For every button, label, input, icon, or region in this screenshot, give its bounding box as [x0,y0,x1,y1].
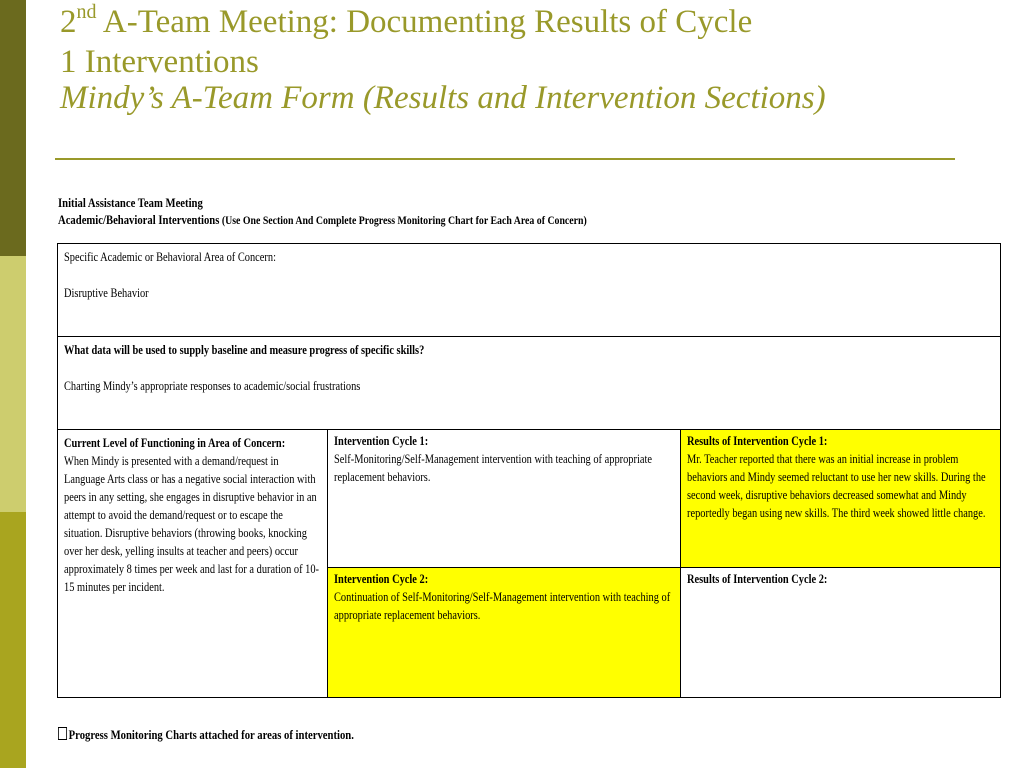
intervention-cycle-2-label: Intervention Cycle 2: [334,571,429,586]
title-text: A-Team Meeting: Documenting Results of Cycle [96,4,753,40]
area-of-concern-value: Disruptive Behavior [64,285,149,300]
sidebar-segment-mid [0,512,26,768]
intervention-cycle-2-value: Continuation of Self-Monitoring/Self-Management intervention with teaching of appropriate replacement behaviors. [334,589,671,622]
results-cycle-1-label: Results of Intervention Cycle 1: [687,433,828,448]
progress-monitoring-text: Progress Monitoring Charts attached for areas of intervention. [68,727,354,742]
title-underline [55,158,955,160]
form-header-1: Initial Assistance Team Meeting [58,195,203,210]
title-line-2: 1 Interventions [60,44,259,80]
baseline-data-label: What data will be used to supply baseline and measure progress of specific skills? [64,342,425,357]
slide-subtitle: Mindy’s A-Team Form (Results and Intervention Sections) [60,80,826,116]
current-functioning-value: When Mindy is presented with a demand/request in Language Arts class or has a negative social interaction with peers in any setting, she engages in disruptive behavior in an attempt to avoid the demand/request or to escape the situation. Disruptive behaviors (throwing books, knocking over her desk, yelling insults at teacher and peers) occur approximately 8 times per week and last for a duration of 10-15 minutes per incident. [64,453,320,594]
sidebar-accent [0,0,26,768]
sidebar-segment-dark [0,0,26,256]
title-line-1 [60,2,1010,42]
checkbox-icon [58,727,67,740]
results-cycle-1-value: Mr. Teacher reported that there was an initial increase in problem behaviors and Mindy seemed reluctant to use her new skills. During the second week, disruptive behaviors decreased somewhat and Mindy reportedly began using new skills. The third week showed little change. [687,451,986,520]
area-of-concern-label: Specific Academic or Behavioral Area of Concern: [64,249,276,264]
baseline-data-value: Charting Mindy’s appropriate responses to academic/social frustrations [64,378,361,393]
intervention-cycle-2-cell [328,568,681,697]
intervention-cycle-1-label: Intervention Cycle 1: [334,433,429,448]
slide-title [60,2,1010,116]
intervention-table [57,243,1001,698]
intervention-cycle-1-value: Self-Monitoring/Self-Management intervention with teaching of appropriate replacement behaviors. [334,451,652,484]
baseline-data-cell [58,337,1000,430]
intervention-cycle-1-cell [328,430,681,568]
form-header [58,194,703,229]
title-ordinal: 2 [60,4,77,40]
form-header-2-text: Academic/Behavioral Interventions [58,212,220,227]
results-cycle-1-cell [681,430,1000,568]
results-cycle-2-cell [681,568,1000,697]
form-header-2 [58,211,587,229]
results-cycle-2-label: Results of Intervention Cycle 2: [687,571,828,586]
current-functioning-label: Current Level of Functioning in Area of Concern: [64,435,286,450]
title-ordinal-suffix: nd [76,1,97,23]
current-functioning-cell [58,430,328,697]
area-of-concern-cell [58,244,1000,337]
progress-monitoring-note [58,726,354,744]
form-header-2-note: (Use One Section And Complete Progress Monitoring Chart for Each Area of Concern) [219,213,587,227]
sidebar-segment-light [0,256,26,512]
